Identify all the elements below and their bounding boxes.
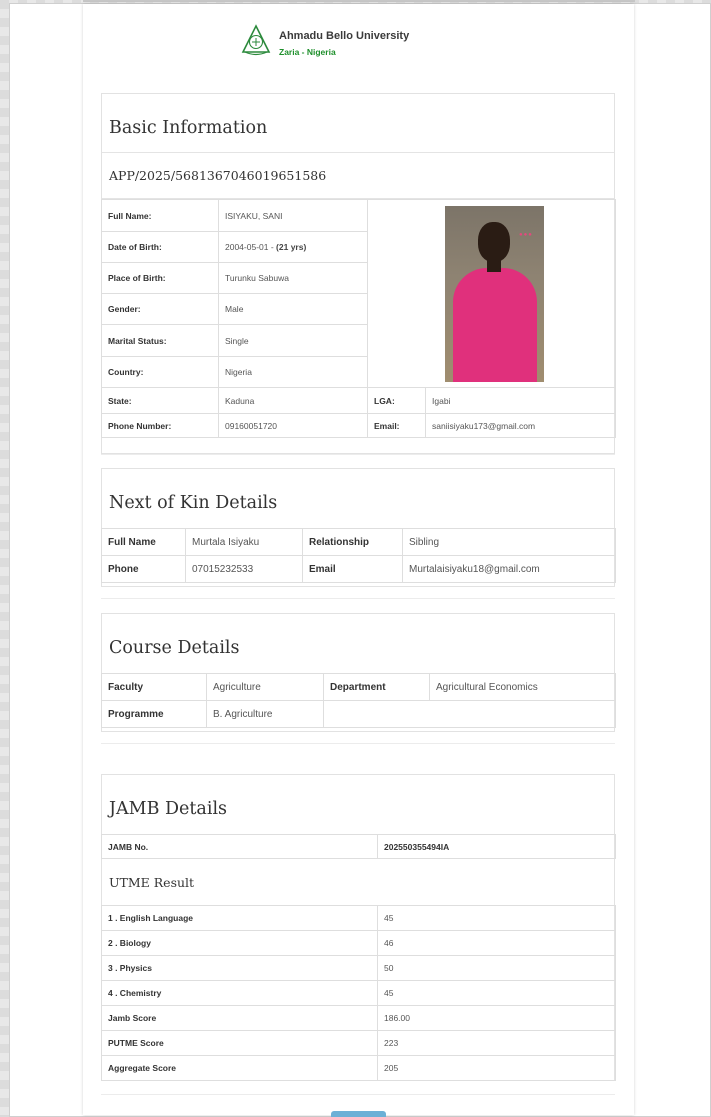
next-of-kin-panel bbox=[101, 468, 615, 587]
utme-result-table bbox=[101, 905, 616, 1081]
jamb-number-table bbox=[101, 834, 616, 859]
application-slip bbox=[83, 4, 634, 1115]
lga-value: Igabi bbox=[426, 388, 616, 414]
print-button[interactable] bbox=[331, 1111, 386, 1117]
passport-photo bbox=[445, 206, 544, 382]
state-value: Kaduna bbox=[219, 388, 368, 414]
country-value: Nigeria bbox=[219, 357, 368, 388]
photo-lights: ●●● bbox=[519, 231, 533, 238]
gender-label: Gender: bbox=[102, 294, 219, 325]
course-details-table bbox=[101, 673, 616, 728]
section-separator bbox=[101, 1094, 615, 1095]
utme-row bbox=[102, 956, 616, 981]
pob-value: Turunku Sabuwa bbox=[219, 263, 368, 294]
programme-value: B. Agriculture bbox=[207, 701, 324, 728]
divider bbox=[102, 152, 614, 153]
utme-row-value: 50 bbox=[378, 956, 616, 981]
dob-value bbox=[219, 232, 368, 263]
utme-row-label: PUTME Score bbox=[102, 1031, 378, 1056]
department-value: Agricultural Economics bbox=[430, 674, 616, 701]
kin-relationship-value: Sibling bbox=[403, 529, 616, 556]
faculty-value: Agriculture bbox=[207, 674, 324, 701]
course-details-panel bbox=[101, 613, 615, 732]
utme-row-value: 223 bbox=[378, 1031, 616, 1056]
utme-row-label: Jamb Score bbox=[102, 1006, 378, 1031]
utme-row-value: 45 bbox=[378, 906, 616, 931]
marital-status-value: Single bbox=[219, 325, 368, 357]
course-details-title: Course Details bbox=[109, 638, 240, 658]
utme-row bbox=[102, 981, 616, 1006]
marital-status-label: Marital Status: bbox=[102, 325, 219, 357]
department-label: Department bbox=[324, 674, 430, 701]
university-location: Zaria - Nigeria bbox=[279, 47, 336, 57]
university-name: Ahmadu Bello University bbox=[279, 30, 410, 42]
full-name-value: ISIYAKU, SANI bbox=[219, 200, 368, 232]
state-label: State: bbox=[102, 388, 219, 414]
utme-row bbox=[102, 931, 616, 956]
utme-row-value: 186.00 bbox=[378, 1006, 616, 1031]
email-label: Email: bbox=[368, 414, 426, 438]
utme-row-label: 1 . English Language bbox=[102, 906, 378, 931]
utme-row bbox=[102, 1006, 616, 1031]
next-of-kin-table bbox=[101, 528, 616, 583]
section-separator bbox=[101, 743, 615, 744]
jamb-details-title: JAMB Details bbox=[109, 799, 228, 819]
kin-phone-value: 07015232533 bbox=[186, 556, 303, 583]
utme-row bbox=[102, 1056, 616, 1081]
kin-email-value: Murtalaisiyaku18@gmail.com bbox=[403, 556, 616, 583]
university-logo-icon bbox=[240, 24, 272, 56]
section-separator bbox=[101, 454, 615, 455]
next-of-kin-title: Next of Kin Details bbox=[109, 493, 278, 513]
utme-row-label: 4 . Chemistry bbox=[102, 981, 378, 1006]
kin-phone-label: Phone bbox=[102, 556, 186, 583]
photo-shirt bbox=[453, 268, 537, 382]
basic-information-panel bbox=[101, 93, 615, 454]
application-number: APP/2025/5681367046019651586 bbox=[109, 168, 327, 183]
country-label: Country: bbox=[102, 357, 219, 388]
section-separator bbox=[101, 598, 615, 599]
photo-head bbox=[478, 222, 510, 262]
lga-label: LGA: bbox=[368, 388, 426, 414]
empty-cell bbox=[324, 701, 616, 728]
phone-value: 09160051720 bbox=[219, 414, 368, 438]
kin-relationship-label: Relationship bbox=[303, 529, 403, 556]
jamb-details-panel bbox=[101, 774, 615, 1081]
utme-row-value: 205 bbox=[378, 1056, 616, 1081]
utme-row-label: 2 . Biology bbox=[102, 931, 378, 956]
age-value: (21 yrs) bbox=[276, 242, 307, 252]
faculty-label: Faculty bbox=[102, 674, 207, 701]
utme-row-value: 45 bbox=[378, 981, 616, 1006]
utme-result-title: UTME Result bbox=[109, 875, 195, 890]
basic-information-title: Basic Information bbox=[109, 118, 268, 138]
phone-label: Phone Number: bbox=[102, 414, 219, 438]
pob-label: Place of Birth: bbox=[102, 263, 219, 294]
utme-row-value: 46 bbox=[378, 931, 616, 956]
programme-label: Programme bbox=[102, 701, 207, 728]
kin-email-label: Email bbox=[303, 556, 403, 583]
dob-label: Date of Birth: bbox=[102, 232, 219, 263]
utme-row-label: Aggregate Score bbox=[102, 1056, 378, 1081]
gender-value: Male bbox=[219, 294, 368, 325]
email-value: saniisiyaku173@gmail.com bbox=[426, 414, 616, 438]
utme-row-label: 3 . Physics bbox=[102, 956, 378, 981]
kin-name-label: Full Name bbox=[102, 529, 186, 556]
kin-name-value: Murtala Isiyaku bbox=[186, 529, 303, 556]
utme-row bbox=[102, 906, 616, 931]
full-name-label: Full Name: bbox=[102, 200, 219, 232]
jamb-number-value: 202550355494IA bbox=[378, 835, 616, 859]
top-divider bbox=[83, 0, 635, 2]
dob-date: 2004-05-01 - bbox=[225, 242, 277, 252]
jamb-number-label: JAMB No. bbox=[102, 835, 378, 859]
photo-cell bbox=[368, 200, 616, 388]
basic-info-table bbox=[101, 199, 616, 438]
utme-row bbox=[102, 1031, 616, 1056]
